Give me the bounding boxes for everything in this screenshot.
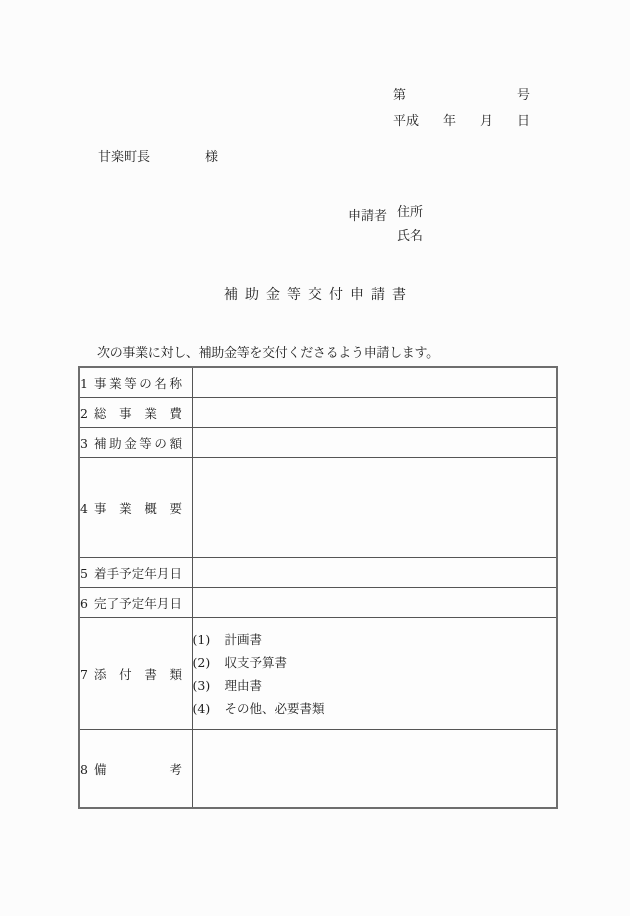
row-number: 3 (80, 435, 88, 451)
era-label: 平成 (393, 114, 420, 129)
attachment-text: 理由書 (224, 677, 263, 693)
row-number: 7 (80, 666, 88, 682)
year-label: 年 (442, 114, 456, 129)
row-number: 4 (80, 500, 88, 516)
doc-number-suffix: 号 (516, 88, 530, 103)
attachment-text: その他、必要書類 (224, 700, 325, 716)
row-value-cell (192, 588, 557, 618)
attachment-text: 計画書 (224, 631, 263, 647)
addressee-line (98, 146, 218, 165)
applicant-name-label: 氏名 (397, 229, 424, 244)
applicant-fields (397, 205, 423, 253)
row-label-cell (79, 618, 192, 730)
month-label: 月 (479, 114, 493, 129)
row-number: 2 (80, 405, 88, 421)
table-row-attachments (79, 618, 557, 730)
row-number: 8 (80, 761, 88, 777)
table-row-total-cost (79, 398, 557, 428)
addressee-name: 甘楽町長 (98, 150, 151, 165)
row-label-cell (79, 398, 192, 428)
attachment-marker: (1) (192, 631, 211, 647)
attachment-item (193, 651, 557, 674)
row-label: 備考 (94, 761, 182, 777)
day-label: 日 (516, 114, 530, 129)
row-value-cell (192, 730, 557, 809)
attachment-marker: (4) (192, 700, 211, 716)
applicant-address-label: 住所 (397, 205, 424, 220)
table-row-remarks (79, 730, 557, 809)
row-label: 事業概要 (94, 500, 182, 516)
row-label-cell (79, 588, 192, 618)
attachment-text: 収支予算書 (224, 654, 288, 670)
row-number: 1 (80, 375, 88, 391)
table-row-project-name (79, 367, 557, 398)
row-value-cell (192, 398, 557, 428)
table-row-subsidy-amount (79, 428, 557, 458)
row-label: 事業等の名称 (94, 375, 182, 391)
row-label: 添付書類 (94, 666, 182, 682)
row-label: 完了予定年月日 (94, 595, 182, 611)
row-label-cell (79, 558, 192, 588)
attachments-list (192, 618, 557, 730)
row-label: 補助金等の額 (94, 435, 182, 451)
row-number: 5 (80, 565, 88, 581)
intro-sentence: 次の事業に対し、補助金等を交付くださるよう申請します。 (97, 346, 439, 361)
table-row-completion-date (79, 588, 557, 618)
row-label-cell (79, 730, 192, 809)
table-row-start-date (79, 558, 557, 588)
attachment-marker: (2) (192, 654, 211, 670)
row-number: 6 (80, 595, 88, 611)
row-value-cell (192, 558, 557, 588)
applicant-block (348, 205, 423, 253)
row-label-cell (79, 458, 192, 558)
date-line (393, 110, 530, 129)
attachment-item (193, 674, 557, 697)
row-value-cell (192, 367, 557, 398)
attachment-marker: (3) (192, 677, 211, 693)
applicant-label: 申請者 (348, 209, 388, 224)
page-title: 補助金等交付申請書 (224, 287, 413, 303)
table-row-project-outline (79, 458, 557, 558)
attachment-item (193, 697, 557, 720)
row-label: 着手予定年月日 (94, 565, 182, 581)
addressee-honorific: 様 (204, 150, 218, 165)
row-label: 総事業費 (94, 405, 182, 421)
row-value-cell (192, 428, 557, 458)
row-label-cell (79, 367, 192, 398)
document-number-line (393, 84, 530, 103)
doc-number-prefix: 第 (393, 88, 407, 103)
row-label-cell (79, 428, 192, 458)
row-value-cell (192, 458, 557, 558)
application-table (78, 366, 558, 809)
attachment-item (193, 628, 557, 651)
